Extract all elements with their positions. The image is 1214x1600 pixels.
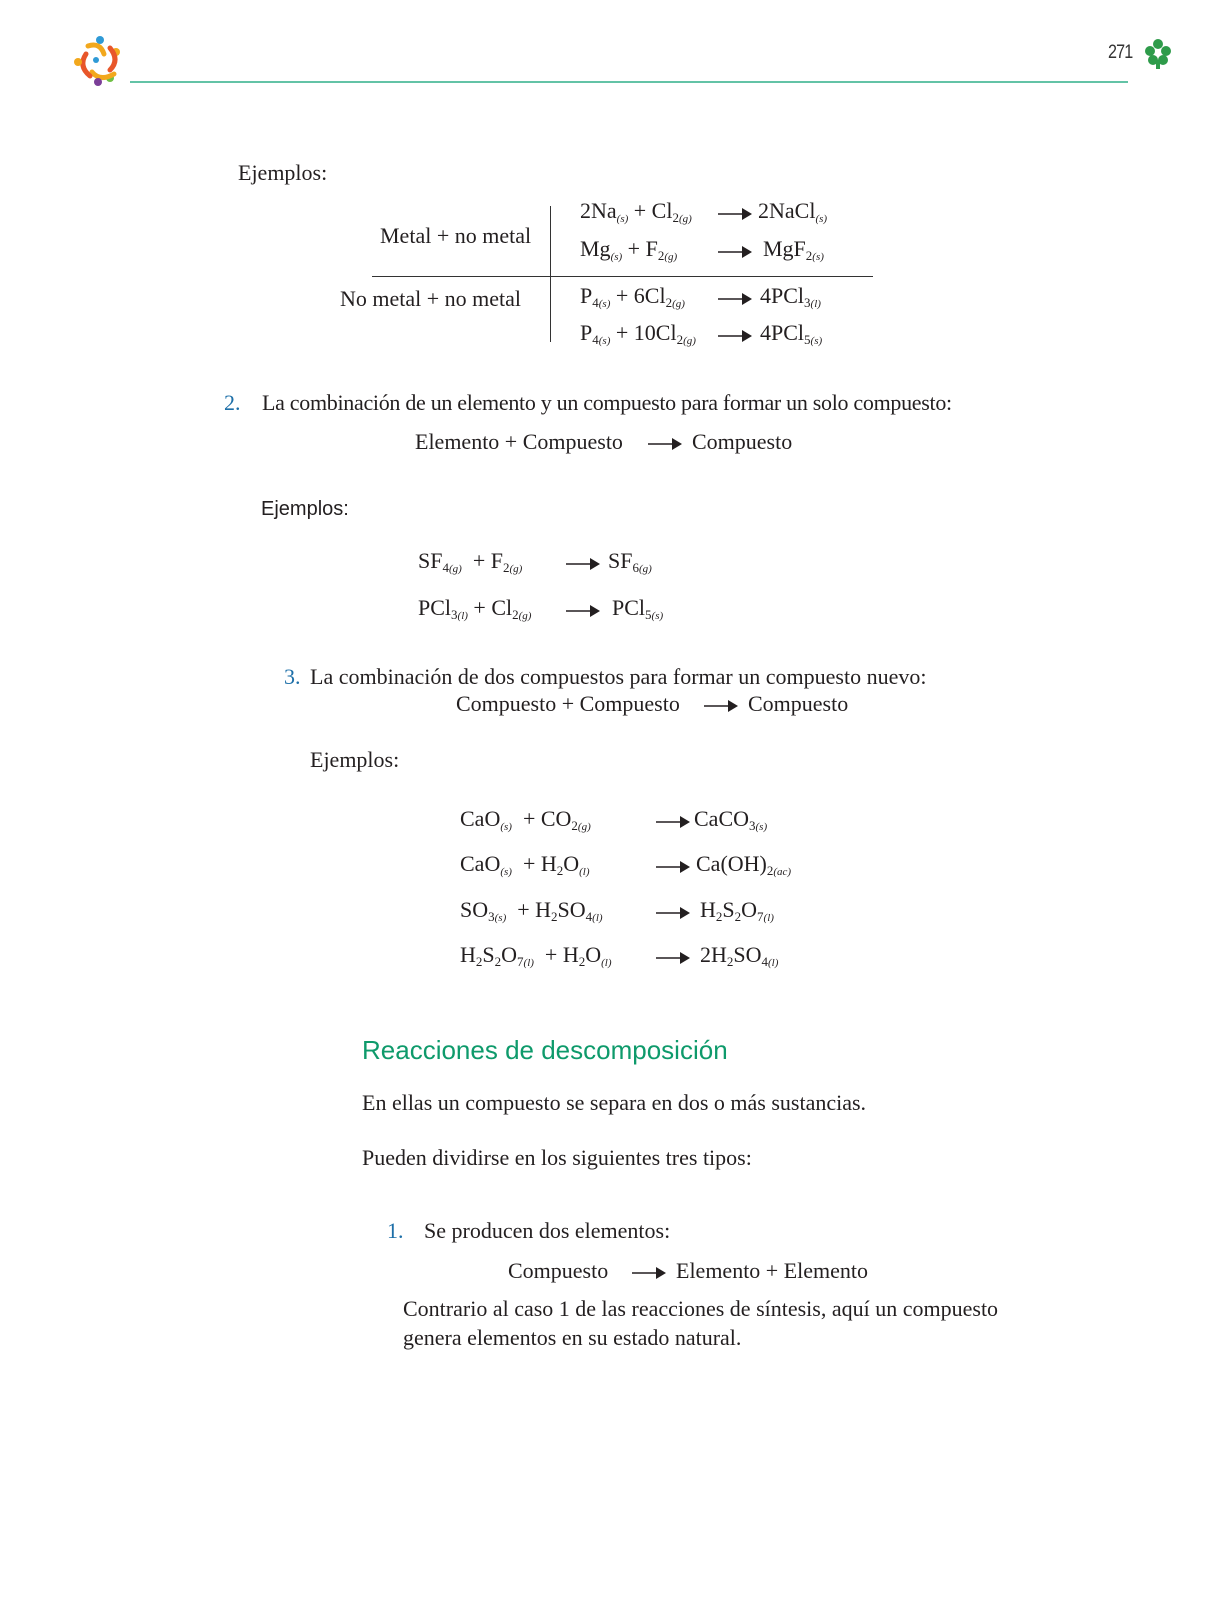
formula-right: Elemento + Elemento	[676, 1258, 869, 1283]
equation-product: CaCO$_{3(s)}$	[694, 806, 768, 833]
equation: $H_2S_2O_{7(l)} + H_2O_{(l)}$	[460, 942, 612, 969]
note-line: Contrario al caso 1 de las reacciones de síntesis, aquí un compuesto	[403, 1296, 999, 1321]
arrow-icon	[566, 557, 600, 571]
table-divider-horizontal	[372, 276, 873, 277]
arrow-icon	[656, 906, 690, 920]
arrow-icon	[718, 245, 752, 259]
arrow-icon	[632, 1266, 666, 1280]
header-rule	[130, 81, 1128, 83]
equation-product: $SF_{6(g)}$	[608, 548, 652, 575]
equation: $SF_{4(g)} + F_{2(g)}$	[418, 548, 523, 575]
equation-product: PCl$_{5(s)}$	[612, 595, 664, 622]
row-label-metal-nonmetal: Metal + no metal	[380, 223, 532, 248]
examples-label: Ejemplos:	[261, 498, 349, 520]
equation: $2Na_{(s)} + Cl_{2(g)}$	[580, 198, 692, 225]
examples-label: Ejemplos:	[310, 747, 400, 772]
equation-product: 4PCl$_{5(s)}$	[760, 320, 823, 347]
section-heading: Reacciones de descomposición	[362, 1035, 728, 1065]
equation-product: 2NaCl$_{(s)}$	[758, 198, 828, 225]
equation: $P_{4(s)} + 10Cl_{2(g)}$	[580, 320, 696, 347]
equation-product: $Ca(OH)_{2(ac)}$	[696, 851, 792, 878]
equation: $Mg_{(s)} + F_{2(g)}$	[580, 236, 678, 263]
note-line: genera elementos en su estado natural.	[403, 1325, 742, 1350]
paragraph: Pueden dividirse en los siguientes tres tipos:	[362, 1145, 752, 1170]
equation: $CaO_{(s)} + H_2O_{(l)}$	[460, 851, 590, 878]
arrow-icon	[656, 815, 690, 829]
equation: $SO_{3(s)} + H_2SO_{4(l)}$	[460, 897, 603, 924]
equation: $CaO_{(s)} + CO_{2(g)}$	[460, 806, 591, 833]
arrow-icon	[718, 329, 752, 343]
page-number: 271	[1108, 42, 1133, 63]
list-item-text: Se producen dos elementos:	[424, 1218, 671, 1243]
list-number: 1.	[387, 1218, 404, 1243]
table-divider-vertical	[550, 206, 551, 342]
arrow-icon	[566, 604, 600, 618]
equation: $PCl_{3(l)} + Cl_{2(g)}$	[418, 595, 532, 622]
arrow-icon	[718, 292, 752, 306]
arrow-icon	[704, 699, 738, 713]
examples-label: Ejemplos:	[238, 160, 328, 185]
arrow-icon	[648, 437, 682, 451]
arrow-icon	[656, 860, 690, 874]
paragraph: En ellas un compuesto se separa en dos o más sustancias.	[362, 1090, 867, 1115]
formula-left: Compuesto + Compuesto	[456, 691, 680, 716]
list-item-text: La combinación de dos compuestos para formar un compuesto nuevo:	[310, 664, 927, 689]
equation-product: 4PCl$_{3(l)}$	[760, 283, 821, 310]
formula-left: Compuesto	[508, 1258, 609, 1283]
list-number: 3.	[284, 664, 301, 689]
row-label-nonmetal-nonmetal: No metal + no metal	[340, 286, 522, 311]
formula-right: Compuesto	[692, 429, 793, 454]
formula-left: Elemento + Compuesto	[415, 429, 623, 454]
equation-product: $H_2S_2O_{7(l)}$	[700, 897, 774, 924]
arrow-icon	[718, 207, 752, 221]
equation-product: $2H_2SO_{4(l)}$	[700, 942, 779, 969]
formula-right: Compuesto	[748, 691, 849, 716]
pinwheel-figures-logo	[70, 32, 128, 88]
equation-product: MgF$_{2(s)}$	[763, 236, 824, 263]
green-flower-icon	[1144, 38, 1172, 70]
list-item-text: La combinación de un elemento y un compuesto para formar un solo compuesto:	[262, 390, 952, 415]
list-number: 2.	[224, 390, 241, 415]
arrow-icon	[656, 951, 690, 965]
equation: $P_{4(s)} + 6Cl_{2(g)}$	[580, 283, 685, 310]
